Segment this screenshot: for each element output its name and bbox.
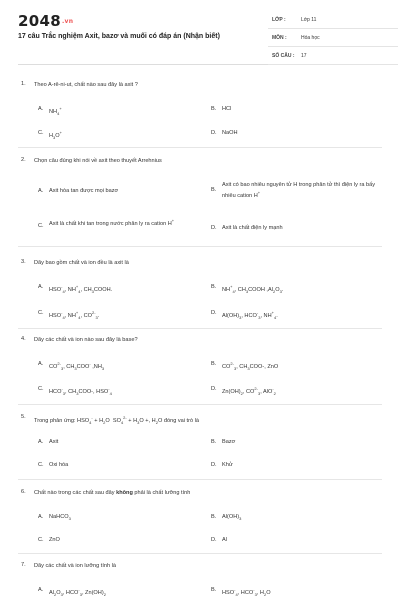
meta-row-subject: MÔN : Hóa học xyxy=(268,29,398,47)
divider xyxy=(18,246,382,247)
divider xyxy=(18,479,382,480)
document-page: 2048.vn 17 câu Trắc nghiệm Axit, bazơ và muối có đáp án (Nhận biết) LỚP : Lớp 11 MÔN : Hóa học SỐ CÂU : 17 1. Theo A-rê-ni-ut, chất nào sau đây là axit ? A. $NH_4^+$ B. HCl C. $H_3O^+$ D. NaOH 2. Chọn câu đúng khi nói về axit theo thuyết Arrehnius A. Axit hòa tan được mọi bazơ B. Axit có bao nhiêu nguyên tử H trong phân tử thì điện ly ra bấy nhiêu cation H+ C. Axit là chất khi tan trong nước phân ly ra cation H+ D. Axit là chất điện ly mạnh 3. Dãy bao gồm chất và ion đều là axit là A. $HSO^-_4$, $NH^+_4$, $CH_3COOH$. B. $NH^+_4$, $CH_3COOH$ $,Al_2O_3$. C. $HSO^-_4$, $NH^+_4$, $CO^{2-}_3$. D. $Al(OH)_3$, $HCO^-_3$, $NH^+_4$. 4. Dãy các chất và ion nào sau đây là base? A. $CO^{2-}_3$, $CH_3COO^-$ $,NH_3$ B. $CO^{2-}_3$, $CH_3COO-$, ZnO C. $HCO^-_3$, $CH_3COO-$, $HSO^-_4$ D. $Zn(OH)_2$, $CO^{2-}_3$, AlO-$_2$ 5. Trong phản ứng: $HSO_4^- + H_2O$ $SO_4^{2-} + H_3O$ +, $H_2O$ đóng vai trò là A. Axit B. Bazơ C. Oxi hóa D. Khử 6. Chất nào trong các chất sau đây không phải là chất lưỡng tính A. NaHCO$_3$ B. $Al(OH)_3$ C. ZnO D. Al 7. Dãy các chất và ion lưỡng tính là A. $Al_2O_3$, $HCO^-_3$, $Zn(OH)_2$ B. $HSO^-_4$, $HCO^-_3$, $H_2O$ xyxy=(0,0,400,600)
meta-table xyxy=(268,11,398,65)
divider xyxy=(18,404,382,405)
meta-row-count: SỐ CÂU : 17 xyxy=(268,47,398,65)
divider xyxy=(18,147,382,148)
meta-row-class: LỚP : Lớp 11 xyxy=(268,11,398,29)
document-header xyxy=(18,0,382,65)
site-logo[interactable]: 2048.vn xyxy=(18,12,74,30)
document-title: 17 câu Trắc nghiệm Axit, bazơ và muối có đáp án (Nhận biết) xyxy=(18,33,220,40)
divider xyxy=(18,553,382,554)
divider xyxy=(18,328,382,329)
